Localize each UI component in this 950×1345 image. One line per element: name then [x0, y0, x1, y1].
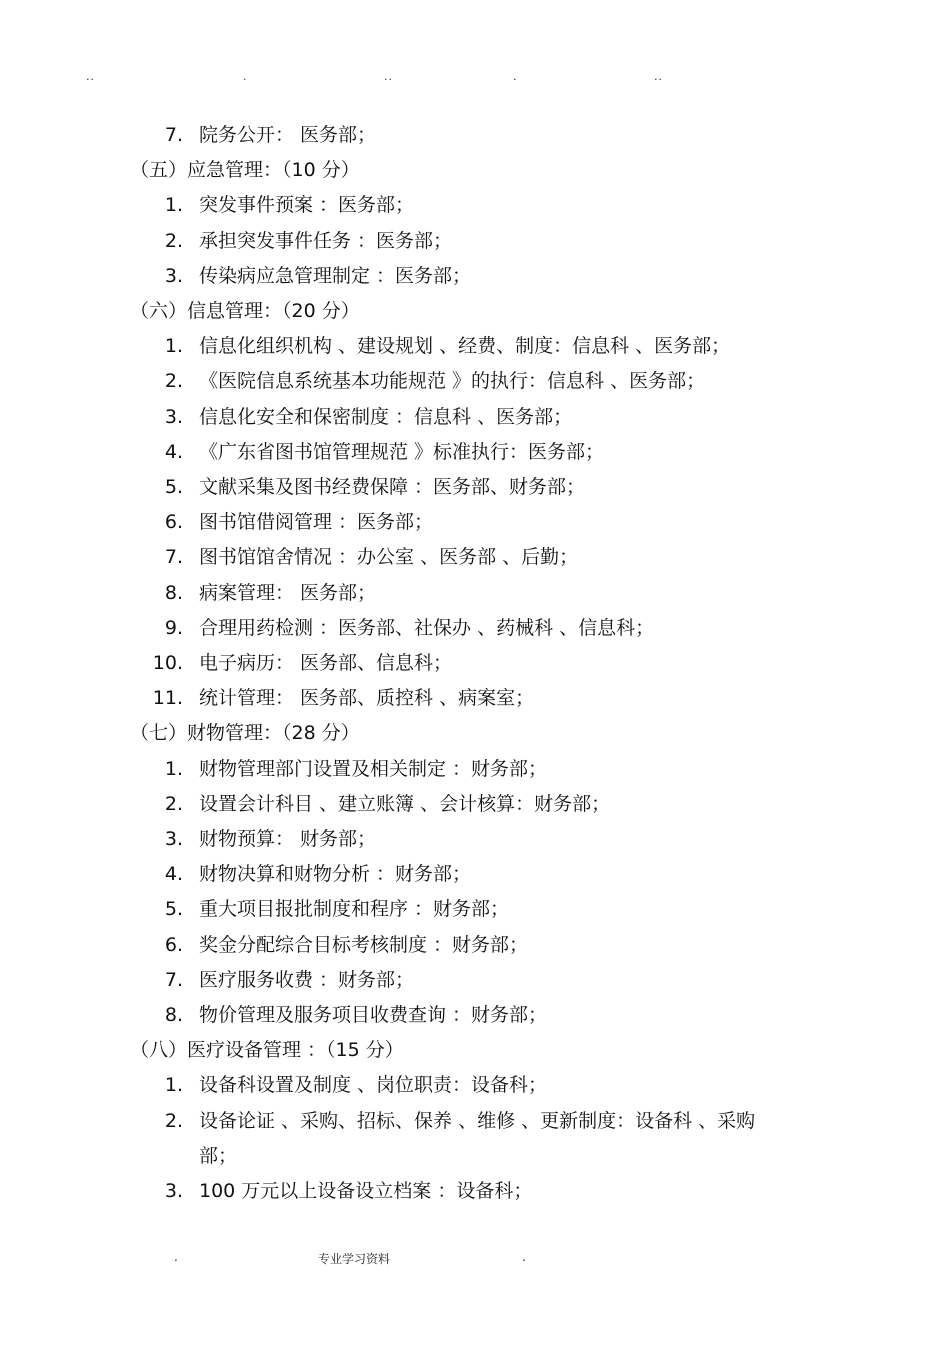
item-text: 合理用药检测 ：医务部、社保办 、药械科 、信息科；: [199, 616, 655, 639]
item-number: 4.: [164, 440, 183, 463]
item-number: 7.: [164, 546, 183, 569]
item-number: 8.: [164, 581, 183, 604]
item-text: 统计管理： 医务部、质控科 、病案室；: [199, 687, 535, 710]
item-text: 承担突发事件任务 ：医务部；: [199, 229, 453, 252]
header-mark: .: [513, 70, 518, 83]
item-number: 2.: [164, 792, 183, 815]
item-text: 图书馆借阅管理 ：医务部；: [199, 511, 434, 534]
section-title: （八）医疗设备管理 ：（15 分）: [130, 1039, 404, 1062]
item-text: 突发事件预案 ：医务部；: [199, 194, 415, 217]
header-mark: ..: [384, 70, 393, 83]
item-text: 设备科设置及制度 、岗位职责：设备科；: [199, 1074, 548, 1097]
item-text: 设备论证 、采购、招标、保养 、维修 、更新制度：设备科 、采购: [199, 1109, 756, 1132]
item-number: 10.: [152, 652, 183, 674]
item-number: 11.: [152, 687, 183, 710]
item-number: 9.: [164, 616, 183, 639]
item-number: 3.: [164, 264, 183, 287]
item-number: 1.: [164, 335, 183, 358]
section-title: （六）信息管理：（20 分）: [130, 300, 360, 322]
item-text: 重大项目报批制度和程序 ：财务部；: [199, 898, 510, 921]
item-text: 物价管理及服务项目收费查询 ：财务部；: [199, 1004, 548, 1026]
item-number: 3.: [164, 405, 183, 428]
section-title: （五）应急管理：（10 分）: [130, 159, 360, 182]
item-text: 图书馆馆舍情况 ：办公室 、医务部 、后勤；: [199, 546, 579, 569]
item-text: 财物预算： 财务部；: [199, 828, 377, 850]
item-text: 院务公开： 医务部；: [199, 124, 377, 146]
item-text: 病案管理： 医务部；: [199, 581, 377, 604]
item-number: 8.: [164, 1004, 183, 1026]
item-text: 电子病历： 医务部、信息科；: [199, 652, 453, 674]
header-mark: .: [243, 70, 248, 83]
item-text: 财物决算和财物分析 ：财务部；: [199, 863, 472, 886]
item-text: 财物管理部门设置及相关制定 ：财务部；: [199, 757, 548, 780]
item-number: 2.: [164, 229, 183, 252]
item-number: 1.: [164, 757, 183, 780]
item-text: 文献采集及图书经费保障 ：医务部、财务部；: [199, 476, 586, 498]
footer-text: 专业学习资料: [318, 1252, 391, 1266]
item-number: 1.: [164, 1074, 183, 1097]
item-text: 《广东省图书馆管理规范 》标准执行：医务部；: [199, 440, 605, 463]
item-number: 3.: [164, 828, 183, 850]
item-text: 100 万元以上设备设立档案 ：设备科；: [199, 1180, 533, 1202]
page-footer: [0, 1250, 950, 1270]
item-number: 2.: [164, 370, 183, 393]
footer-right-mark: .: [522, 1250, 526, 1264]
section-title: （七）财物管理：（28 分）: [130, 722, 360, 745]
item-number: 3.: [164, 1180, 183, 1202]
item-text: 信息化安全和保密制度 ：信息科 、医务部；: [199, 405, 573, 428]
item-number: 6.: [164, 511, 183, 534]
item-text: 部；: [199, 1144, 238, 1167]
item-number: 7.: [164, 124, 183, 146]
item-text: 设置会计科目 、建立账簿 、会计核算：财务部；: [199, 792, 611, 815]
item-number: 2.: [164, 1109, 183, 1132]
item-number: 1.: [164, 194, 183, 217]
item-text: 奖金分配综合目标考核制度 ：财务部；: [199, 933, 529, 956]
footer-left-mark: .: [174, 1250, 178, 1264]
item-text: 信息化组织机构 、建设规划 、经费、制度：信息科 、医务部；: [199, 335, 731, 358]
header-mark: ..: [86, 70, 95, 83]
item-text: 《医院信息系统基本功能规范 》的执行：信息科 、医务部；: [199, 370, 706, 393]
item-text: 医疗服务收费 ：财务部；: [199, 968, 415, 991]
item-number: 4.: [164, 863, 183, 886]
header-mark: ..: [654, 70, 663, 83]
page-header-marks: [0, 70, 950, 90]
item-number: 6.: [164, 933, 183, 956]
item-number: 7.: [164, 968, 183, 991]
item-text: 传染病应急管理制定 ：医务部；: [199, 264, 472, 287]
item-number: 5.: [164, 476, 183, 498]
item-number: 5.: [164, 898, 183, 921]
